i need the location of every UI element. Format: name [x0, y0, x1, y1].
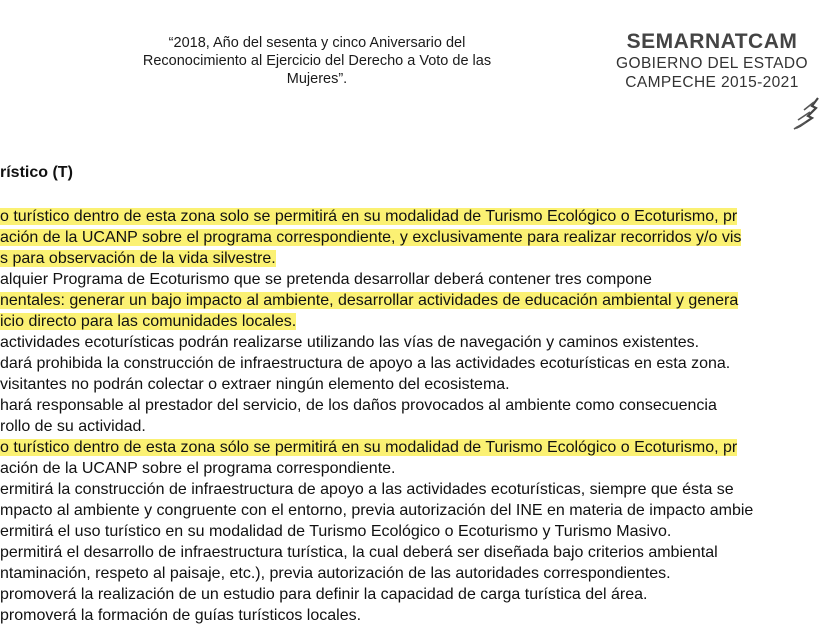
header-quote-line: Reconocimiento al Ejercicio del Derecho a Voto de las	[142, 53, 492, 69]
line-text: actividades ecoturísticas podrán realizarse utilizando las vías de navegación y caminos existentes.	[0, 334, 700, 351]
document-line	[0, 521, 840, 542]
document-line	[0, 311, 840, 332]
logo-line-1: GOBIERNO DEL ESTADO	[616, 55, 808, 72]
document-line	[0, 353, 840, 374]
highlighted-text: o turístico dentro de esta zona sólo se permitirá en su modalidad de Turismo Ecológico o Ecoturismo, pr	[0, 439, 738, 456]
highlighted-text: o turístico dentro de esta zona solo se permitirá en su modalidad de Turismo Ecológico o Ecoturismo, pr	[0, 208, 738, 225]
line-text: promoverá la formación de guías turísticos locales.	[0, 607, 362, 624]
document-line	[0, 227, 840, 248]
document-line	[0, 395, 840, 416]
line-text: mpacto al ambiente y congruente con el entorno, previa autorización del INE en materia de impacto ambie	[0, 502, 754, 519]
header-quote-line: Mujeres”.	[286, 71, 348, 87]
document-line	[0, 206, 840, 227]
document-line	[0, 248, 840, 269]
header-quote-line: “2018, Año del sesenta y cinco Aniversario del	[168, 35, 466, 51]
document-body	[0, 206, 840, 626]
document-line	[0, 269, 840, 290]
highlighted-text: icio directo para las comunidades locales.	[0, 313, 297, 330]
document-line	[0, 563, 840, 584]
document-line	[0, 332, 840, 353]
line-text: hará responsable al prestador del servicio, de los daños provocados al ambiente como consecuencia	[0, 397, 717, 414]
document-line	[0, 458, 840, 479]
document-line	[0, 479, 840, 500]
line-text: permitirá el desarrollo de infraestructura turística, la cual deberá ser diseñada bajo criterios ambiental	[0, 544, 718, 561]
document-line	[0, 542, 840, 563]
line-text: alquier Programa de Ecoturismo que se pretenda desarrollar deberá contener tres compone	[0, 271, 652, 288]
line-text: ermitirá la construcción de infraestructura de apoyo a las actividades ecoturísticas, siempre que ésta se	[0, 481, 734, 498]
line-text: promoverá la realización de un estudio para definir la capacidad de carga turística del área.	[0, 586, 648, 603]
header-quote	[112, 34, 522, 88]
logo-line-2: CAMPECHE 2015-2021	[625, 74, 799, 91]
logo-name: SEMARNATCAM	[626, 30, 798, 53]
line-text: ermitirá el uso turístico en su modalidad de Turismo Ecológico o Ecoturismo y Turismo Masivo.	[0, 523, 672, 540]
line-text: ntaminación, respeto al paisaje, etc.), previa autorización de las autoridades correspondientes.	[0, 565, 671, 582]
document-line	[0, 374, 840, 395]
section-title: rístico (T)	[0, 164, 73, 181]
document-line	[0, 290, 840, 311]
line-text: dará prohibida la construcción de infraestructura de apoyo a las actividades ecoturísticas en esta zona.	[0, 355, 731, 372]
agency-logo	[604, 30, 820, 92]
document-line	[0, 416, 840, 437]
line-text: ación de la UCANP sobre el programa correspondiente.	[0, 460, 396, 477]
document-line	[0, 605, 840, 626]
document-line	[0, 437, 840, 458]
highlighted-text: nentales: generar un bajo impacto al ambiente, desarrollar actividades de educación ambiental y genera	[0, 292, 739, 309]
document-line	[0, 584, 840, 605]
line-text: rollo de su actividad.	[0, 418, 146, 435]
state-emblem-icon	[790, 96, 820, 130]
highlighted-text: ación de la UCANP sobre el programa correspondiente, y exclusivamente para realizar recorridos y/o vis	[0, 229, 742, 246]
line-text: visitantes no podrán colectar o extraer ningún elemento del ecosistema.	[0, 376, 510, 393]
document-line	[0, 500, 840, 521]
highlighted-text: s para observación de la vida silvestre.	[0, 250, 276, 267]
